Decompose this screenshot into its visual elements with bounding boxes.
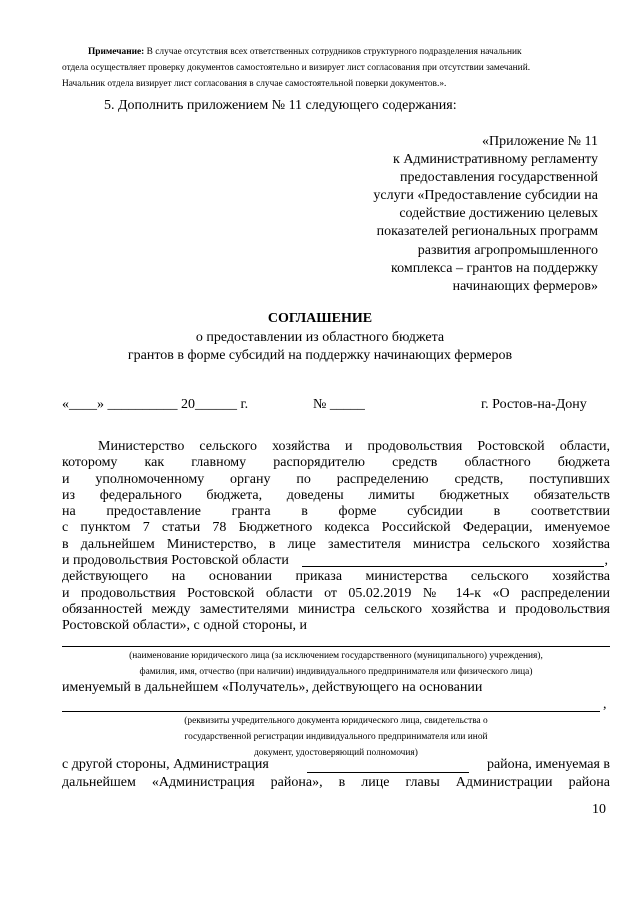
note-label: Примечание: <box>88 47 145 57</box>
agreement-title: СОГЛАШЕНИЕ <box>267 311 373 326</box>
blank-line-recipient-name[interactable] <box>62 646 610 647</box>
note-block <box>62 44 610 92</box>
item-5: 5. Дополнить приложением № 11 следующего содержания: <box>104 98 457 113</box>
other-side-text: с другой стороны, Администрация <box>62 757 269 772</box>
body-line: которому как главному распорядителю средств областного бюджета <box>62 455 610 471</box>
appendix-line: развития агропромышленного <box>417 242 598 258</box>
basis-comma: , <box>603 697 607 712</box>
page-number: 10 <box>592 802 606 817</box>
caption-recipient <box>62 648 610 680</box>
appendix-line: содействие достижению целевых <box>399 206 598 222</box>
agreement-subtitle-2: грантов в форме субсидий на поддержку начинающих фермеров <box>127 348 513 363</box>
note-line-2: отдела осуществляет проверку документов самостоятельно и визирует лист согласования при отсутствии замечаний. <box>62 63 531 73</box>
agreement-subtitle-1: о предоставлении из областного бюджета <box>195 330 445 345</box>
blank-line-basis[interactable] <box>62 711 600 712</box>
body-line: Министерство сельского хозяйства и продовольствия Ростовской области, <box>98 439 610 454</box>
caption-line: государственной регистрации индивидуального предпринимателя или иной <box>184 732 488 742</box>
caption-line: фамилия, имя, отчество (при наличии) индивидуального предпринимателя или физического лица) <box>139 667 533 677</box>
appendix-line: услуги «Предоставление субсидии на <box>373 188 598 204</box>
appendix-line: предоставления государственной <box>399 170 598 186</box>
caption-line: (реквизиты учредительного документа юридического лица, свидетельства о <box>184 716 488 726</box>
appendix-header <box>330 133 598 296</box>
body-line: и продовольствия Ростовской области от 05.02.2019 № 14-к «О распределении <box>62 585 610 601</box>
caption-line: (наименование юридического лица (за исключением государственного (муниципального) учреждения), <box>129 651 543 661</box>
note-quote-end: ». <box>439 79 447 89</box>
body-line: с пунктом 7 статьи 78 Бюджетного кодекса Российской Федерации, именуемое <box>62 520 610 536</box>
appendix-line: к Административному регламенту <box>393 152 598 168</box>
appendix-line: начинающих фермеров» <box>452 278 598 294</box>
recipient-line: именуемый в дальнейшем «Получатель», действующего на основании <box>62 680 483 695</box>
note-line-1 <box>62 44 610 60</box>
appendix-line: «Приложение № 11 <box>482 134 598 149</box>
body-text-8: и продовольствия Ростовской области <box>62 553 289 569</box>
body-line: Ростовской области», с одной стороны, и <box>62 618 308 634</box>
note-line-3 <box>62 76 610 92</box>
body-line: в дальнейшем Министерство, в лице заместителя министра сельского хозяйства <box>62 536 610 552</box>
body-line: дальнейшем «Администрация района», в лице главы Администрации района <box>62 775 610 790</box>
body-line: обязанностей между заместителями министра сельского хозяйства и продовольствия <box>62 601 610 617</box>
date-field: «____» __________ 20______ г. <box>62 397 249 412</box>
final-paragraph <box>62 775 610 791</box>
caption-line: документ, удостоверяющий полномочия) <box>254 748 418 758</box>
body-line: на предоставление гранта в форме субсидии в соответствии <box>62 504 610 520</box>
other-side-end: района, именуемая в <box>486 757 610 772</box>
note-text-1: В случае отсутствия всех ответственных сотрудников структурного подразделения начальник <box>144 47 522 57</box>
appendix-line: показателей региональных программ <box>376 224 598 240</box>
body-line: из федерального бюджета, доведены лимиты бюджетных обязательств <box>62 487 610 503</box>
body-line: и уполномоченному органу по распределению средств, поступивших <box>62 471 610 487</box>
body-line: действующего на основании приказа министерства сельского хозяйства <box>62 569 610 585</box>
caption-requisites <box>62 713 610 761</box>
blank-line-administration[interactable] <box>307 772 469 773</box>
appendix-line: комплекса – грантов на поддержку <box>391 260 598 276</box>
number-field: № _____ <box>313 397 365 412</box>
body-comma: , <box>604 553 608 569</box>
blank-line-deputy[interactable] <box>302 566 604 567</box>
city: г. Ростов-на-Дону <box>481 397 587 412</box>
note-text-3: Начальник отдела визирует лист согласования в случае самостоятельной поверки документов. <box>62 79 440 89</box>
body-paragraph <box>62 439 610 635</box>
